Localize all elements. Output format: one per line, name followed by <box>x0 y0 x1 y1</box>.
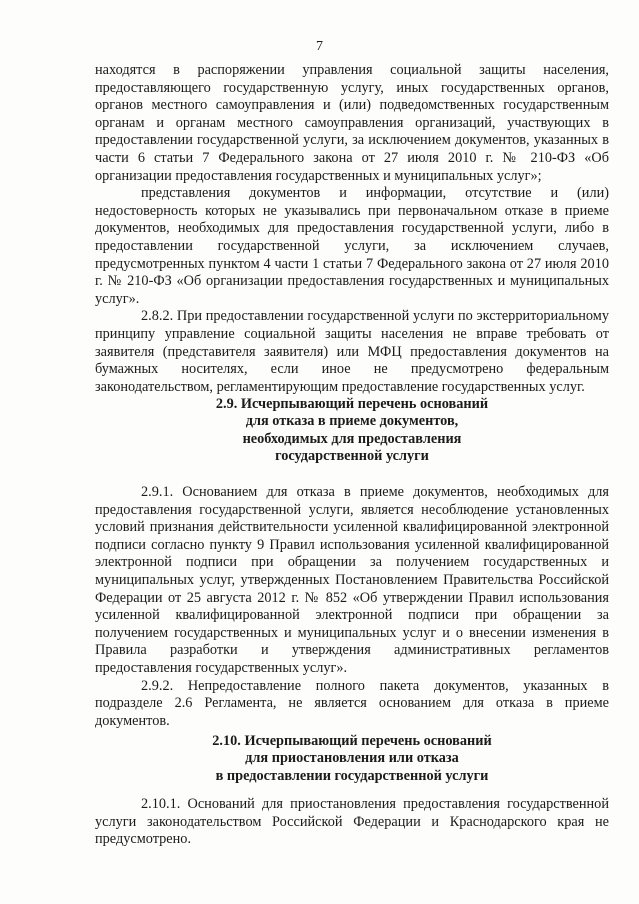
heading-line: 2.9. Исчерпывающий перечень оснований <box>215 396 489 412</box>
page-number: 7 <box>316 39 323 54</box>
heading-line: государственной услуги <box>275 448 429 465</box>
heading-line: в предоставлении государственной услуги <box>215 767 489 784</box>
heading-line: необходимых для предоставления <box>242 430 462 447</box>
heading-line: для приостановления или отказа <box>245 750 459 767</box>
section-heading-2-9 <box>95 396 609 466</box>
paragraph-2-9-2: 2.9.2. Непредоставление полного пакета документов, указанных в подразделе 2.6 Регламента, не является основанием для отказа в приеме документов. <box>95 677 609 729</box>
paragraph: представления документов и информации, отсутствие и (или) недостоверность которых не указывались при первоначальном отказе в приеме документов, необходимых для предоставления государственной услуги, либо в предоставлении государственной услуги, за исключением случаев, предусмотренных пунктом 4 части 1 статьи 7 Федерального закона от 27 июля 2010 г. № 210-ФЗ «Об организации предоставления государственных и муниципальных услуг». <box>95 185 609 307</box>
text-block-2-9 <box>95 484 609 730</box>
paragraph-2-8-2: 2.8.2. При предоставлении государственной услуги по экстерриториальному принципу управление социальной защиты населения не вправе требовать от заявителя (представителя заявителя) или МФЦ предоставления документов на бумажных носителях, если иное не предусмотрено федеральным законодательством, регламентирующим предоставление государственных услуг. <box>95 308 609 395</box>
heading-line: для отказа в приеме документов, <box>245 413 459 430</box>
heading-line: 2.10. Исчерпывающий перечень оснований <box>212 733 492 749</box>
text-block-2-10 <box>95 796 609 849</box>
paragraph-2-10-1: 2.10.1. Оснований для приостановления предоставления государственной услуги законодательством Российской Федерации и Краснодарского края не предусмотрено. <box>95 796 609 848</box>
text-block-2-8 <box>95 62 609 396</box>
paragraph: находятся в распоряжении управления социальной защиты населения, предоставляющего государственную услугу, иных государственных органов, органов местного самоуправления и (или) подведомственных государственным органам и органам местного самоуправления организаций, участвующих в предоставлении государственной услуги, за исключением документов, указанных в части 6 статьи 7 Федерального закона от 27 июля 2010 г. № 210-ФЗ «Об организации предоставления государственных и муниципальных услуг»; <box>95 62 609 184</box>
paragraph-2-9-1: 2.9.1. Основанием для отказа в приеме документов, необходимых для предоставления государственной услуги, является несоблюдение установленных условий признания действительности усиленной квалифицированной электронной подписи согласно пункту 9 Правил использования усиленной квалифицированной электронной подписи при обращении за получением государственных и муниципальных услуг, утвержденных Постановлением Правительства Российской Федерации от 25 августа 2012 г. № 852 «Об утверждении Правил использования усиленной квалифицированной электронной подписи при обращении за получением государственных и муниципальных услуг и о внесении изменения в Правила разработки и утверждения административных регламентов предоставления государственных услуг». <box>95 484 609 676</box>
section-heading-2-10 <box>95 733 609 785</box>
